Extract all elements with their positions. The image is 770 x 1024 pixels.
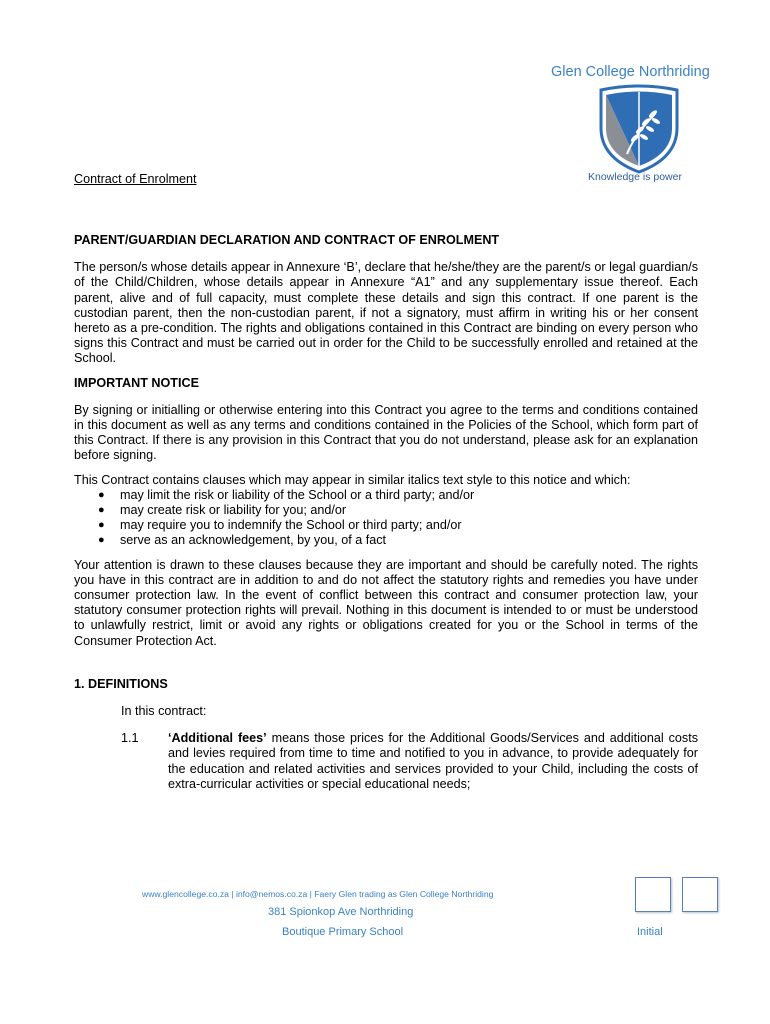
definition-term: ‘Additional fees’ xyxy=(168,731,267,746)
footer-contact-line: www.glencollege.co.za | info@nemos.co.za | Faery Glen trading as Glen College Northriding xyxy=(142,889,494,899)
definition-item xyxy=(74,731,698,792)
definitions-lead: In this contract: xyxy=(121,704,207,719)
definition-text: ‘Additional fees’ means those prices for the Additional Goods/Services and additional costs and levies required from time to time and notified to you in advance, to provide adequately for the education and related activities and services provided to your Child, including the costs of extra-curricular activities or special educational needs; xyxy=(168,731,699,791)
bullet-icon: ● xyxy=(98,519,105,532)
list-item: ● may create risk or liability for you; and/or xyxy=(98,503,347,518)
attention-paragraph: Your attention is drawn to these clauses because they are important and should be carefully noted. The rights you have in this contract are in addition to and do not affect the statutory rights and remedies you have under consumer protection law. In the event of conflict between this contract and consumer protection law, your statutory consumer protection rights will prevail. Nothing in this document is intended to or must be understood to unlawfully restrict, limit or avoid any rights or obligations created for you or the School in terms of the Consumer Protection Act. xyxy=(74,557,698,648)
list-item: ● serve as an acknowledgement, by you, of a fact xyxy=(98,533,387,548)
bullet-icon: ● xyxy=(98,504,105,517)
school-crest-logo xyxy=(597,84,681,174)
school-name: Glen College Northriding xyxy=(551,64,710,80)
section-heading: PARENT/GUARDIAN DECLARATION AND CONTRACT OF ENROLMENT xyxy=(74,233,500,247)
bullet-icon: ● xyxy=(98,488,105,501)
school-tagline: Knowledge is power xyxy=(588,171,682,183)
definition-number: 1.1 xyxy=(121,731,139,746)
list-item: ● may limit the risk or liability of the School or a third party; and/or xyxy=(98,487,475,502)
document-title: Contract of Enrolment xyxy=(74,172,197,186)
initial-label: Initial xyxy=(637,926,663,938)
footer-school-type: Boutique Primary School xyxy=(282,926,404,938)
notice-paragraph: By signing or initialling or otherwise entering into this Contract you agree to the terms and conditions contained in this document as well as any terms and conditions contained in the Policies of the School, which form part of this Contract. If there is any provision in this Contract that you do not understand, please ask for an explanation before signing. xyxy=(74,402,698,463)
list-item: ● may require you to indemnify the School or third party; and/or xyxy=(98,518,462,533)
definitions-heading: 1. DEFINITIONS xyxy=(74,676,168,691)
initial-box-1[interactable] xyxy=(635,877,671,912)
footer-address: 381 Spionkop Ave Northriding xyxy=(268,906,414,918)
intro-paragraph: The person/s whose details appear in Annexure ‘B’, declare that he/she/they are the parent/s or legal guardian/s of the Child/Children, whose details appear in Annexure “A1” and any supplementary issue thereof. Each parent, alive and of full capacity, must complete these details and sign this contract. If one parent is the custodian parent, then the non-custodian parent, if not a signatory, must affirm in writing his or her consent hereto as a pre-condition. The rights and obligations contained in this Contract are binding on every person who signs this Contract and must be carried out in order for the Child to be successfully enrolled and retained at the School. xyxy=(74,260,698,366)
document-body xyxy=(74,233,698,792)
bullet-icon: ● xyxy=(98,534,105,547)
clauses-paragraph: This Contract contains clauses which may appear in similar italics text style to this notice and which: xyxy=(74,472,631,487)
notice-heading: IMPORTANT NOTICE xyxy=(74,375,199,390)
initial-box-2[interactable] xyxy=(682,877,718,912)
clause-list xyxy=(74,488,698,549)
